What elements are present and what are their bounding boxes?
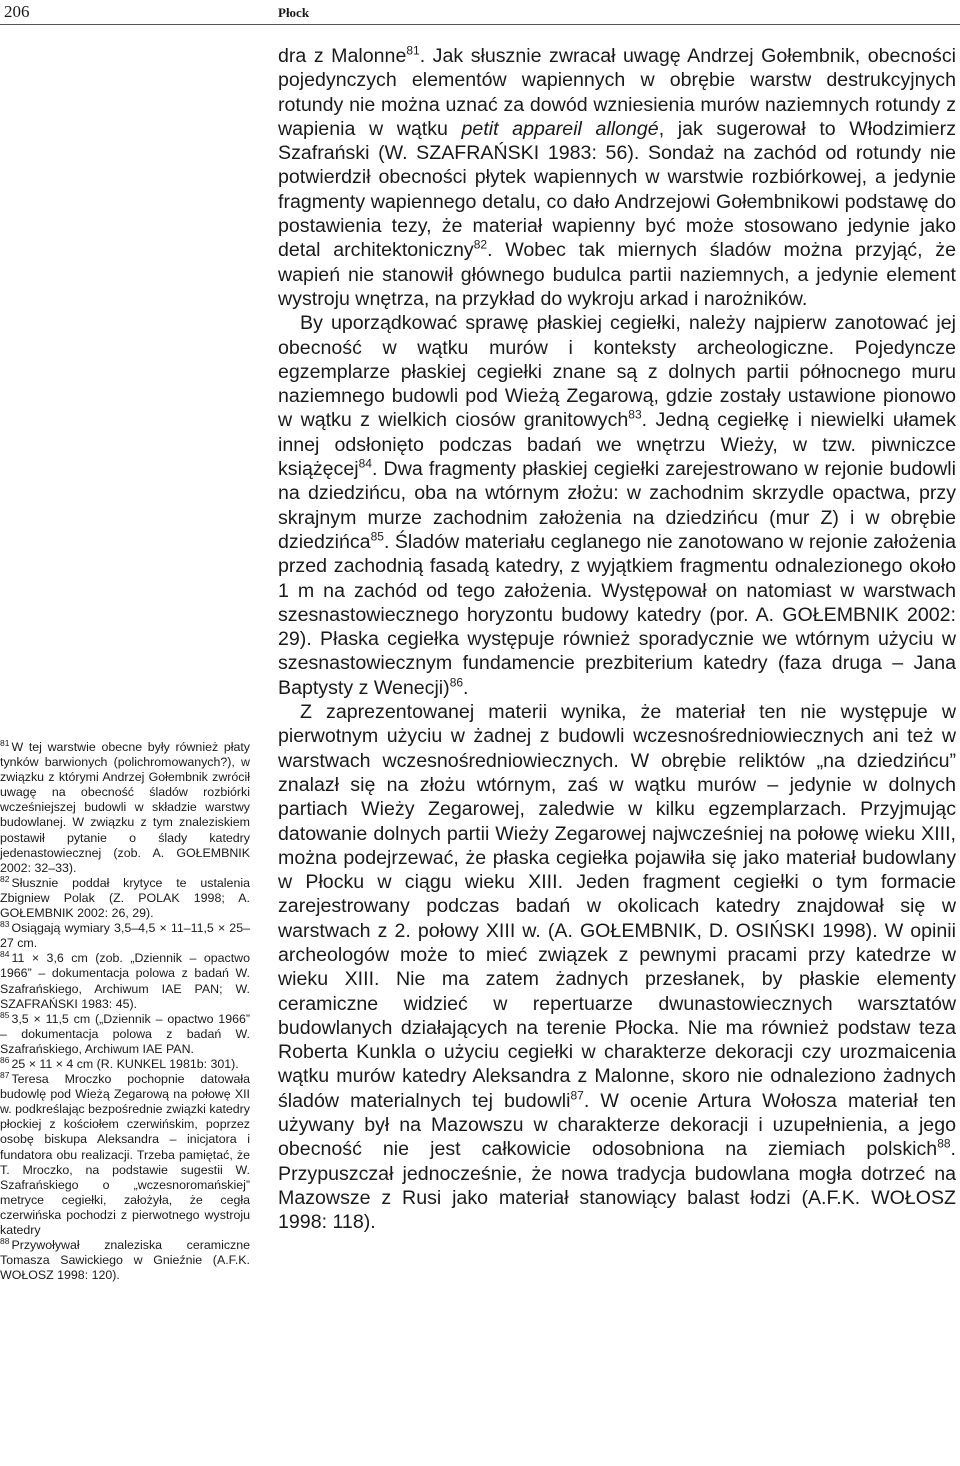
text-run: . Przypuszczał jednocześnie, że nowa tradycja budowlana mogła dotrzeć na Mazowsze z Rusi jako materiał stanowiący balast łodzi (A.F.K. WOŁOSZ 1998: 118).: [278, 1138, 956, 1234]
footnote-ref-84: 84: [358, 456, 372, 471]
text-run: . Jak słusznie zwracał uwagę Andrzej Gołembnik, obecności pojedynczych elementów wapiennych w obrębie warstw destrukcyjnych rotundy nie można uznać za dowód wzniesienia murów naziemnych rotundy z wapienia w wątku: [278, 45, 956, 140]
running-head: Płock: [278, 5, 310, 20]
footnote-number: 88: [0, 1235, 10, 1246]
footnote-text: 25 × 11 × 4 cm (R. KUNKEL 1981b: 301).: [11, 1056, 239, 1071]
footnote-ref-88: 88: [937, 1136, 951, 1151]
footnote-text: W tej warstwie obecne były również płaty tynków barwionych (polichromowanych?), w związku z którymi Andrzej Gołembnik zwrócił uwagę na obecność śladów rozbiórki wcześniejszej budowli w składzie warstwy budowlanej. W związku z tym znaleziskiem postawił pytanie o ślady katedry jedenastowiecznej (zob. A. GOŁEMBNIK 2002: 32–33).: [0, 740, 250, 875]
footnote-text: Przywoływał znaleziska ceramiczne Tomasza Sawickiego w Gnieźnie (A.F.K. WOŁOSZ 1998: 120).: [0, 1238, 250, 1283]
paragraph-2: [278, 311, 956, 700]
footnotes: [0, 737, 251, 1283]
text-run: . Śladów materiału ceglanego nie zanotowano w rejonie założenia przed zachodnią fasadą katedry, z wyjątkiem fragmentu odnalezionego około 1 m na zachód od tego założenia. Występował on natomiast w warstwach szesnastowiecznego horyzontu budowy katedry (por. A. GOŁEMBNIK 2002: 29). Płaska cegiełka występuje również sporadycznie we wtórnym użyciu w szesnastowiecznym fundamencie prezbiterium katedry (faza druga – Jana Baptysty z Wenecji): [278, 530, 956, 699]
footnote-85: [0, 1009, 250, 1057]
text-run: . Jedną cegiełkę i niewielki ułamek innej odsłonięto podczas badań we wnętrzu Wieży, w tzw. piwniczce książęcej: [278, 409, 956, 481]
text-run: . W ocenie Artura Wołosza materiał ten używany był na Mazowszu w charakterze dekoracji i uzupełnienia, a jego obecność nie jest całkowicie odosobniona na ziemiach polskich: [278, 1089, 956, 1161]
footnote-ref-87: 87: [570, 1088, 584, 1103]
text-run: dra z Malonne: [278, 45, 407, 67]
footnote-ref-85: 85: [370, 529, 384, 544]
paragraph-3: [278, 700, 956, 1235]
text-run: . Dwa fragmenty płaskiej cegiełki zarejestrowano w rejonie budowli na dziedzińcu, oba na wtórnym złożu: w zachodnim skrzydle opactwa, przy skrajnym murze zachodnim założenia na dziedzińcu (mur Z) i w obrębie dziedzińca: [278, 458, 956, 553]
footnote-86: [0, 1054, 250, 1072]
footnote-number: 84: [0, 949, 10, 960]
footnote-text: Słusznie poddał krytyce te ustalenia Zbigniew Polak (Z. POLAK 1998; A. GOŁEMBNIK 2002: 26, 29).: [0, 875, 250, 921]
footnote-84: [0, 951, 250, 1011]
footnote-81: [0, 737, 250, 876]
footnote-text: 11 × 3,6 cm (zob. „Dziennik – opactwo 1966” – dokumentacja polowa z badań W. Szafrańskiego, Archiwum IAE PAN; W. SZAFRAŃSKI 1983: 45).: [0, 951, 250, 1011]
footnote-87: [0, 1069, 251, 1238]
footnote-ref-83: 83: [628, 407, 642, 422]
footnote-88: [0, 1235, 250, 1283]
footnote-ref-81: 81: [406, 43, 420, 58]
main-text: [278, 44, 956, 1235]
footnote-text: Teresa Mroczko pochopnie datowała budowlę pod Wieżą Zegarową na połowę XII w. podkreślając bezpośrednie związki katedry płockiej z kościołem czerwińskim, poprzez osobę biskupa Aleksandra – inicjatora i fundatora obu realizacji. Trzeba pamiętać, że T. Mroczko, na podstawie sugestii W. Szafrańskiego o „wczesnoromańskiej” metryce cegiełki, założyła, że cegła czerwińska pochodzi z pierwotnego wystroju katedry: [0, 1072, 251, 1237]
footnote-number: 85: [0, 1009, 10, 1020]
footnote-82: [0, 873, 250, 921]
page-number: 206: [4, 2, 30, 21]
paragraph-1: [278, 44, 956, 311]
footnote-number: 86: [0, 1054, 10, 1065]
footnote-ref-86: 86: [449, 675, 464, 690]
footnote-number: 81: [0, 737, 10, 748]
text-run: . Wobec tak miernych śladów można przyjąć, że wapień nie stanowił głównego budulca partii naziemnych, a jedynie element wystroju wnętrza, na przykład do wykroju arkad i narożników.: [278, 239, 956, 310]
italic-term: petit appareil allongé: [461, 117, 659, 140]
footnote-number: 82: [0, 873, 10, 884]
text-run: Z zaprezentowanej materii wynika, że materiał ten nie występuje w pierwotnym użyciu w żadnej z budowli wczesnośredniowiecznych ani też w warstwach wczesnośredniowiecznych. W obrębie reliktów „na dziedzińcu” znalazł się na złożu wtórnym, zaś w wątku murów – jedynie w dolnych partiach Wieży Zegarowej, zaledwie w kilku egzemplarzach. Przyjmując datowanie dolnych partii Wieży Zegarowej najwcześniej na połowę wieku XIII, można podejrzewać, że płaska cegiełka pojawiła się jako materiał budowlany w Płocku w ciągu wieku XIII. Jeden fragment cegiełki o tym formacie zarejestrowany podczas badań w okolicach katedry znajdował się w warstwach z 2. połowy XIII w. (A. GOŁEMBNIK, D. OSIŃSKI 1998). W opinii archeologów może to mieć związek z pewnymi pracami przy katedrze w wieku XIII. Nie ma zatem żadnych przesłanek, by płaskie elementy ceramiczne widzieć w repertuarze dwunastowiecznych warsztatów budowlanych działających na terenie Płocka. Nie ma również podstaw teza Roberta Kunkla o użyciu cegiełki w charakterze dekoracji czy urozmaicenia wątku murów katedry Aleksandra z Malonne, skoro nie odnaleziono żadnych śladów materialnych tej budowli: [278, 701, 956, 1112]
footnote-text: 3,5 × 11,5 cm („Dziennik – opactwo 1966” – dokumentacja polowa z badań W. Szafrańskiego, Archiwum IAE PAN.: [0, 1011, 250, 1056]
footnote-83: [0, 921, 250, 951]
header-rule: [0, 24, 960, 25]
text-run: By uporządkować sprawę płaskiej cegiełki, należy najpierw zanotować jej obecność w wątku murów i konteksty archeologiczne. Pojedyncze egzemplarze płaskiej cegiełki znane są z dolnych partii północnego muru naziemnego budowli pod Wieżą Zegarową, gdzie zostały ustawione pionowo w wątku z wielkich ciosów granitowych: [278, 312, 956, 432]
footnote-ref-82: 82: [473, 237, 488, 252]
footnote-number: 83: [0, 919, 10, 929]
footnote-number: 87: [0, 1069, 10, 1080]
text-run: , jak sugerował to Włodzimierz Szafrański (W. SZAFRAŃSKI 1983: 56). Sondaż na zachód od rotundy nie potwierdził obecności płytek wapiennych w warstwie rozbiórkowej, a jedynie fragmenty wapiennego detalu, co dało Andrzejowi Gołembnikowi podstawę do postawienia tezy, że materiał wapienny być może stosowano jedynie jako detal architektoniczny: [278, 117, 956, 262]
text-run: .: [463, 676, 469, 699]
footnote-text: Osiągają wymiary 3,5–4,5 × 11–11,5 × 25–27 cm.: [0, 921, 250, 951]
